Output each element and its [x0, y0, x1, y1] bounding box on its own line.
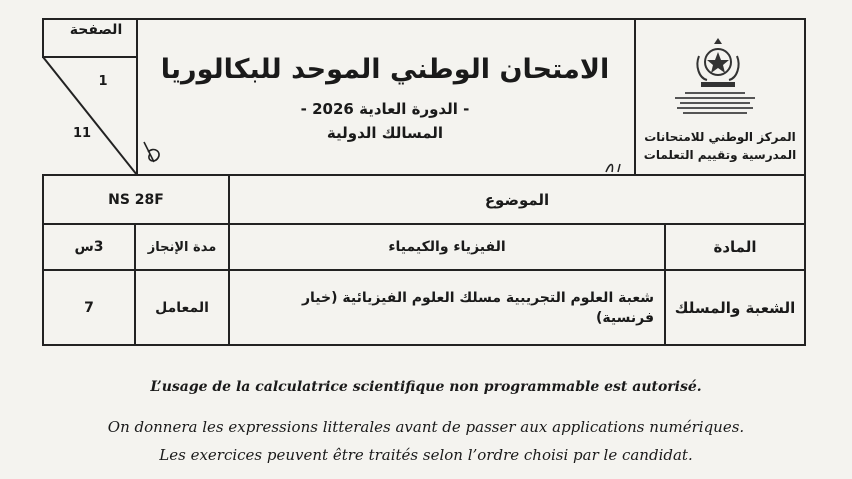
ministry-logo-lettering	[660, 92, 770, 122]
center-name-line1: المركز الوطني للامتحانات	[644, 130, 796, 144]
coefficient-value: 7	[84, 299, 94, 316]
signature-mark	[140, 138, 170, 168]
page-number: 1	[98, 74, 108, 89]
exam-title: الامتحان الوطني الموحد للبكالوريا	[160, 54, 610, 85]
calculator-note: L’usage de la calculatrice scientifique non programmable est autorisé.	[150, 379, 702, 395]
center-name-line2: المدرسية وتقييم التعلمات	[643, 148, 797, 162]
exam-session: - الدورة العادية 2026 -	[300, 100, 470, 118]
coat-of-arms-icon	[693, 34, 743, 92]
branch-label: الشعبة والمسلك	[674, 298, 796, 317]
duration-label: مدة الإنجاز	[147, 239, 217, 255]
exam-code: NS 28F	[108, 191, 164, 208]
subject-header: الموضوع	[484, 190, 550, 209]
branch-value: شعبة العلوم التجريبية مسلك العلوم الفيزيائية (خيار فرنسية)	[301, 289, 654, 326]
subject-label: المادة	[713, 238, 757, 256]
page-label: الصفحة	[69, 22, 123, 38]
page-total: 11	[72, 126, 92, 141]
subject-value: الفيزياء والكيمياء	[388, 239, 506, 255]
expressions-note: On donnera les expressions litterales avant de passer aux applications numériques.	[107, 418, 745, 436]
coefficient-label: المعامل	[155, 299, 209, 316]
order-note: Les exercices peuvent être traités selon l’ordre choisi par le candidat.	[159, 446, 693, 464]
exam-track: المسالك الدولية	[326, 124, 444, 142]
duration-value: 3س	[74, 239, 104, 255]
